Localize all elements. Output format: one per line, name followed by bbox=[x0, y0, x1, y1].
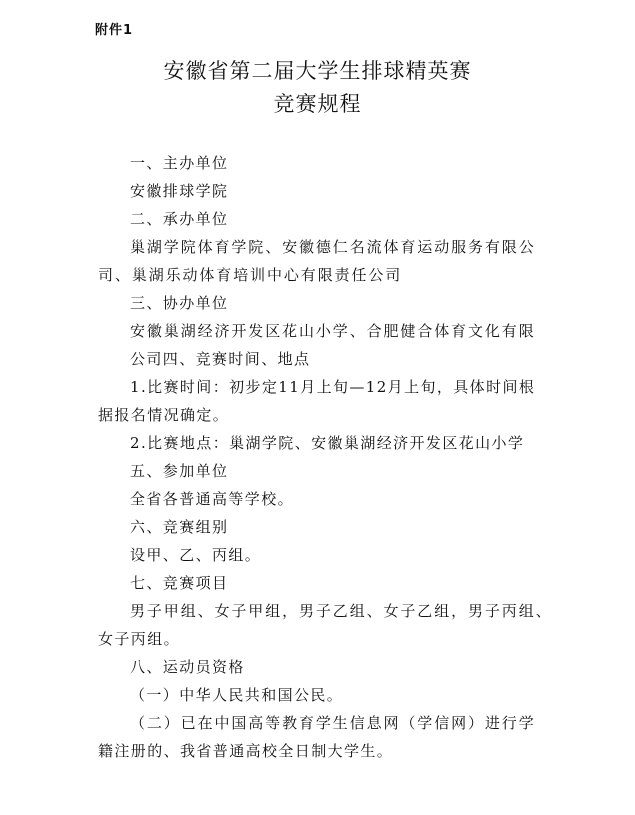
document-subtitle: 竞赛规程 bbox=[273, 92, 362, 116]
section-heading-organizer: 一、主办单位 bbox=[130, 154, 229, 172]
document-body bbox=[98, 149, 553, 765]
paragraph-line: 男子甲组、女子甲组，男子乙组、女子乙组，男子丙组、 bbox=[130, 602, 553, 620]
paragraph-line: 2.比赛地点：巢湖学院、安徽巢湖经济开发区花山小学 bbox=[130, 434, 525, 452]
paragraph-line: 设甲、乙、丙组。 bbox=[130, 546, 262, 564]
paragraph-line: （一）中华人民共和国公民。 bbox=[130, 686, 344, 704]
paragraph-line: 籍注册的、我省普通高校全日制大学生。 bbox=[98, 742, 394, 760]
section-heading-events: 七、竞赛项目 bbox=[130, 574, 229, 592]
paragraph-line: 公司四、竞赛时间、地点 bbox=[130, 350, 311, 368]
section-heading-co-organizer: 三、协办单位 bbox=[130, 294, 229, 312]
paragraph-line: 女子丙组。 bbox=[98, 630, 181, 648]
paragraph-line: 1.比赛时间：初步定11月上旬—12月上旬，具体时间根 bbox=[130, 378, 536, 396]
attachment-label: 附件1 bbox=[95, 23, 134, 38]
section-heading-undertaker: 二、承办单位 bbox=[130, 210, 229, 228]
paragraph-line: 据报名情况确定。 bbox=[98, 406, 230, 424]
section-heading-groups: 六、竞赛组别 bbox=[130, 518, 229, 536]
paragraph-line: 司、巢湖乐动体育培训中心有限责任公司 bbox=[98, 266, 403, 284]
document-title: 安徽省第二届大学生排球精英赛 bbox=[163, 59, 472, 83]
section-heading-eligibility: 八、运动员资格 bbox=[130, 658, 245, 676]
paragraph-line: 巢湖学院体育学院、安徽德仁名流体育运动服务有限公 bbox=[130, 238, 536, 256]
paragraph-line: 全省各普通高等学校。 bbox=[130, 490, 295, 508]
paragraph-line: （二）已在中国高等教育学生信息网（学信网）进行学 bbox=[130, 714, 536, 732]
section-heading-participants: 五、参加单位 bbox=[130, 462, 229, 480]
paragraph-line: 安徽排球学院 bbox=[130, 182, 229, 200]
paragraph-line: 安徽巢湖经济开发区花山小学、合肥健合体育文化有限 bbox=[130, 322, 536, 340]
